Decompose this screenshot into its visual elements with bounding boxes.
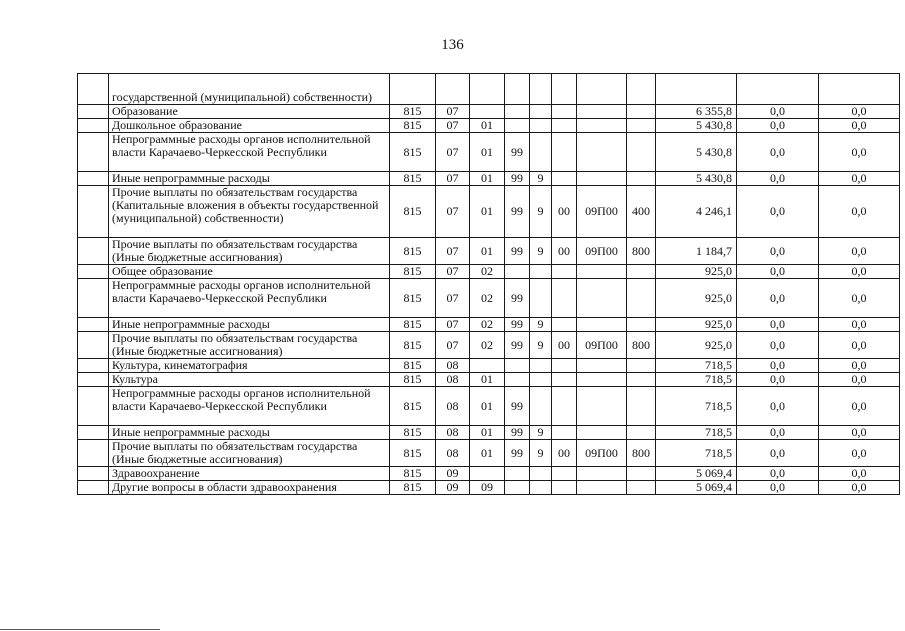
amount-year1-cell: 5 430,8	[656, 133, 737, 172]
main-activity-code-cell	[552, 172, 577, 186]
direction-code-cell: 09П00	[577, 440, 627, 467]
direction-code-cell	[577, 133, 627, 172]
ministry-code-cell: 815	[390, 172, 436, 186]
item-name-cell: Общее образование	[109, 265, 390, 279]
item-name-cell: Дошкольное образование	[109, 119, 390, 133]
table-row	[78, 172, 900, 186]
expense-type-code-cell: 800	[627, 238, 656, 265]
main-activity-code-cell	[552, 387, 577, 426]
amount-year3-cell: 0,0	[819, 265, 900, 279]
main-activity-code-cell	[552, 426, 577, 440]
main-activity-code-cell: 00	[552, 238, 577, 265]
direction-code-cell: 09П00	[577, 332, 627, 359]
table-row	[78, 359, 900, 373]
subsection-code-cell	[470, 74, 505, 105]
section-code-cell: 07	[436, 105, 470, 119]
section-code-cell: 07	[436, 265, 470, 279]
direction-code-cell	[577, 119, 627, 133]
amount-year1-cell: 925,0	[656, 332, 737, 359]
amount-year2-cell: 0,0	[737, 373, 819, 387]
item-name-cell: Иные непрограммные расходы	[109, 426, 390, 440]
expense-type-code-cell	[627, 265, 656, 279]
subsection-code-cell: 01	[470, 238, 505, 265]
program-code-cell	[505, 481, 530, 495]
program-code-cell: 99	[505, 387, 530, 426]
subsection-code-cell	[470, 467, 505, 481]
amount-year3-cell: 0,0	[819, 119, 900, 133]
table-row	[78, 481, 900, 495]
ministry-code-cell: 815	[390, 332, 436, 359]
amount-year2-cell	[737, 74, 819, 105]
amount-year1-cell: 718,5	[656, 387, 737, 426]
main-activity-code-cell	[552, 265, 577, 279]
amount-year3-cell: 0,0	[819, 481, 900, 495]
table-row	[78, 318, 900, 332]
main-activity-code-cell	[552, 467, 577, 481]
main-activity-code-cell	[552, 74, 577, 105]
main-activity-code-cell	[552, 481, 577, 495]
amount-year3-cell: 0,0	[819, 105, 900, 119]
item-name-cell: Образование	[109, 105, 390, 119]
subsection-code-cell: 01	[470, 119, 505, 133]
amount-year2-cell: 0,0	[737, 279, 819, 318]
amount-year1-cell: 5 069,4	[656, 467, 737, 481]
subsection-code-cell: 01	[470, 186, 505, 238]
amount-year1-cell: 718,5	[656, 440, 737, 467]
ministry-code-cell: 815	[390, 440, 436, 467]
budget-table	[77, 73, 900, 495]
budget-table-body	[78, 74, 900, 495]
row-number-cell	[78, 387, 109, 426]
item-name-cell: Прочие выплаты по обязательствам государства (Иные бюджетные ассигнования)	[109, 238, 390, 265]
row-number-cell	[78, 318, 109, 332]
item-name-cell: Иные непрограммные расходы	[109, 318, 390, 332]
amount-year2-cell: 0,0	[737, 119, 819, 133]
program-code-cell	[505, 105, 530, 119]
program-code-cell	[505, 373, 530, 387]
subprogram-code-cell: 9	[530, 238, 552, 265]
amount-year2-cell: 0,0	[737, 387, 819, 426]
item-name-cell: государственной (муниципальной) собственности)	[109, 74, 390, 105]
row-number-cell	[78, 119, 109, 133]
program-code-cell	[505, 359, 530, 373]
table-row	[78, 74, 900, 105]
main-activity-code-cell	[552, 119, 577, 133]
amount-year2-cell: 0,0	[737, 332, 819, 359]
expense-type-code-cell	[627, 172, 656, 186]
row-number-cell	[78, 332, 109, 359]
program-code-cell: 99	[505, 238, 530, 265]
subprogram-code-cell	[530, 119, 552, 133]
item-name-cell: Непрограммные расходы органов исполнительной власти Карачаево-Черкесской Республики	[109, 133, 390, 172]
expense-type-code-cell	[627, 481, 656, 495]
expense-type-code-cell	[627, 279, 656, 318]
subprogram-code-cell	[530, 74, 552, 105]
expense-type-code-cell	[627, 373, 656, 387]
amount-year1-cell: 718,5	[656, 359, 737, 373]
main-activity-code-cell	[552, 279, 577, 318]
section-code-cell: 07	[436, 172, 470, 186]
expense-type-code-cell: 800	[627, 332, 656, 359]
direction-code-cell	[577, 359, 627, 373]
table-row	[78, 373, 900, 387]
subsection-code-cell: 02	[470, 265, 505, 279]
program-code-cell: 99	[505, 440, 530, 467]
section-code-cell: 08	[436, 387, 470, 426]
item-name-cell: Иные непрограммные расходы	[109, 172, 390, 186]
direction-code-cell	[577, 74, 627, 105]
ministry-code-cell: 815	[390, 279, 436, 318]
section-code-cell: 08	[436, 359, 470, 373]
row-number-cell	[78, 186, 109, 238]
ministry-code-cell: 815	[390, 426, 436, 440]
direction-code-cell	[577, 467, 627, 481]
amount-year3-cell: 0,0	[819, 373, 900, 387]
subprogram-code-cell: 9	[530, 318, 552, 332]
subsection-code-cell: 02	[470, 279, 505, 318]
amount-year1-cell: 5 430,8	[656, 172, 737, 186]
row-number-cell	[78, 265, 109, 279]
amount-year3-cell: 0,0	[819, 186, 900, 238]
expense-type-code-cell	[627, 105, 656, 119]
ministry-code-cell: 815	[390, 359, 436, 373]
table-row	[78, 279, 900, 318]
program-code-cell: 99	[505, 318, 530, 332]
table-row	[78, 467, 900, 481]
amount-year2-cell: 0,0	[737, 359, 819, 373]
amount-year3-cell: 0,0	[819, 172, 900, 186]
subsection-code-cell: 01	[470, 440, 505, 467]
amount-year3-cell: 0,0	[819, 318, 900, 332]
row-number-cell	[78, 238, 109, 265]
direction-code-cell	[577, 105, 627, 119]
row-number-cell	[78, 105, 109, 119]
expense-type-code-cell	[627, 359, 656, 373]
table-row	[78, 440, 900, 467]
amount-year2-cell: 0,0	[737, 481, 819, 495]
program-code-cell: 99	[505, 279, 530, 318]
subsection-code-cell: 01	[470, 172, 505, 186]
amount-year2-cell: 0,0	[737, 105, 819, 119]
program-code-cell: 99	[505, 426, 530, 440]
amount-year2-cell: 0,0	[737, 186, 819, 238]
direction-code-cell	[577, 387, 627, 426]
ministry-code-cell: 815	[390, 373, 436, 387]
section-code-cell	[436, 74, 470, 105]
expense-type-code-cell: 800	[627, 440, 656, 467]
table-row	[78, 265, 900, 279]
item-name-cell: Другие вопросы в области здравоохранения	[109, 481, 390, 495]
row-number-cell	[78, 359, 109, 373]
amount-year2-cell: 0,0	[737, 238, 819, 265]
amount-year1-cell: 5 069,4	[656, 481, 737, 495]
amount-year3-cell: 0,0	[819, 279, 900, 318]
item-name-cell: Непрограммные расходы органов исполнительной власти Карачаево-Черкесской Республики	[109, 387, 390, 426]
amount-year1-cell: 4 246,1	[656, 186, 737, 238]
program-code-cell: 99	[505, 172, 530, 186]
amount-year3-cell: 0,0	[819, 387, 900, 426]
amount-year1-cell: 925,0	[656, 265, 737, 279]
direction-code-cell	[577, 426, 627, 440]
main-activity-code-cell	[552, 373, 577, 387]
section-code-cell: 09	[436, 467, 470, 481]
subsection-code-cell	[470, 359, 505, 373]
amount-year3-cell: 0,0	[819, 238, 900, 265]
table-row	[78, 186, 900, 238]
direction-code-cell: 09П00	[577, 186, 627, 238]
main-activity-code-cell	[552, 133, 577, 172]
section-code-cell: 07	[436, 279, 470, 318]
item-name-cell: Прочие выплаты по обязательствам государства (Иные бюджетные ассигнования)	[109, 332, 390, 359]
program-code-cell	[505, 467, 530, 481]
expense-type-code-cell	[627, 119, 656, 133]
table-row	[78, 332, 900, 359]
amount-year1-cell: 5 430,8	[656, 119, 737, 133]
amount-year3-cell: 0,0	[819, 133, 900, 172]
row-number-cell	[78, 467, 109, 481]
subprogram-code-cell	[530, 133, 552, 172]
section-code-cell: 07	[436, 186, 470, 238]
table-row	[78, 105, 900, 119]
row-number-cell	[78, 133, 109, 172]
amount-year2-cell: 0,0	[737, 426, 819, 440]
amount-year3-cell	[819, 74, 900, 105]
program-code-cell: 99	[505, 332, 530, 359]
ministry-code-cell: 815	[390, 387, 436, 426]
subprogram-code-cell	[530, 467, 552, 481]
ministry-code-cell: 815	[390, 186, 436, 238]
amount-year3-cell: 0,0	[819, 440, 900, 467]
expense-type-code-cell	[627, 133, 656, 172]
table-row	[78, 387, 900, 426]
expense-type-code-cell	[627, 426, 656, 440]
ministry-code-cell: 815	[390, 318, 436, 332]
expense-type-code-cell: 400	[627, 186, 656, 238]
direction-code-cell	[577, 279, 627, 318]
amount-year1-cell: 925,0	[656, 318, 737, 332]
section-code-cell: 07	[436, 238, 470, 265]
ministry-code-cell: 815	[390, 265, 436, 279]
amount-year1-cell: 718,5	[656, 426, 737, 440]
section-code-cell: 08	[436, 373, 470, 387]
row-number-cell	[78, 74, 109, 105]
subprogram-code-cell: 9	[530, 172, 552, 186]
item-name-cell: Культура, кинематография	[109, 359, 390, 373]
item-name-cell: Прочие выплаты по обязательствам государства (Иные бюджетные ассигнования)	[109, 440, 390, 467]
direction-code-cell	[577, 172, 627, 186]
subprogram-code-cell: 9	[530, 426, 552, 440]
ministry-code-cell	[390, 74, 436, 105]
table-row	[78, 133, 900, 172]
subsection-code-cell: 01	[470, 373, 505, 387]
ministry-code-cell: 815	[390, 133, 436, 172]
main-activity-code-cell: 00	[552, 186, 577, 238]
main-activity-code-cell: 00	[552, 332, 577, 359]
expense-type-code-cell	[627, 387, 656, 426]
amount-year2-cell: 0,0	[737, 265, 819, 279]
amount-year3-cell: 0,0	[819, 426, 900, 440]
page-number: 136	[441, 37, 464, 53]
ministry-code-cell: 815	[390, 481, 436, 495]
ministry-code-cell: 815	[390, 467, 436, 481]
amount-year1-cell: 1 184,7	[656, 238, 737, 265]
amount-year2-cell: 0,0	[737, 467, 819, 481]
main-activity-code-cell: 00	[552, 440, 577, 467]
direction-code-cell	[577, 265, 627, 279]
table-row	[78, 119, 900, 133]
section-code-cell: 09	[436, 481, 470, 495]
program-code-cell: 99	[505, 133, 530, 172]
subprogram-code-cell: 9	[530, 440, 552, 467]
subsection-code-cell: 01	[470, 387, 505, 426]
subsection-code-cell: 01	[470, 426, 505, 440]
item-name-cell: Культура	[109, 373, 390, 387]
main-activity-code-cell	[552, 318, 577, 332]
subprogram-code-cell	[530, 481, 552, 495]
subprogram-code-cell	[530, 279, 552, 318]
direction-code-cell	[577, 481, 627, 495]
amount-year2-cell: 0,0	[737, 440, 819, 467]
ministry-code-cell: 815	[390, 105, 436, 119]
section-code-cell: 07	[436, 332, 470, 359]
item-name-cell: Прочие выплаты по обязательствам государства (Капитальные вложения в объекты государственной (муниципальной) собственности)	[109, 186, 390, 238]
expense-type-code-cell	[627, 74, 656, 105]
row-number-cell	[78, 440, 109, 467]
amount-year2-cell: 0,0	[737, 172, 819, 186]
section-code-cell: 07	[436, 133, 470, 172]
section-code-cell: 07	[436, 318, 470, 332]
section-code-cell: 08	[436, 440, 470, 467]
program-code-cell	[505, 74, 530, 105]
footer-rule	[0, 629, 160, 630]
row-number-cell	[78, 426, 109, 440]
row-number-cell	[78, 481, 109, 495]
expense-type-code-cell	[627, 467, 656, 481]
program-code-cell	[505, 265, 530, 279]
table-row	[78, 238, 900, 265]
amount-year3-cell: 0,0	[819, 332, 900, 359]
row-number-cell	[78, 279, 109, 318]
program-code-cell	[505, 119, 530, 133]
subprogram-code-cell: 9	[530, 332, 552, 359]
subsection-code-cell: 02	[470, 318, 505, 332]
section-code-cell: 07	[436, 119, 470, 133]
expense-type-code-cell	[627, 318, 656, 332]
subprogram-code-cell: 9	[530, 186, 552, 238]
item-name-cell: Непрограммные расходы органов исполнительной власти Карачаево-Черкесской Республики	[109, 279, 390, 318]
direction-code-cell	[577, 318, 627, 332]
amount-year3-cell: 0,0	[819, 467, 900, 481]
direction-code-cell	[577, 373, 627, 387]
amount-year3-cell: 0,0	[819, 359, 900, 373]
item-name-cell: Здравоохранение	[109, 467, 390, 481]
section-code-cell: 08	[436, 426, 470, 440]
subsection-code-cell: 02	[470, 332, 505, 359]
subprogram-code-cell	[530, 265, 552, 279]
subprogram-code-cell	[530, 105, 552, 119]
amount-year1-cell: 925,0	[656, 279, 737, 318]
amount-year2-cell: 0,0	[737, 133, 819, 172]
program-code-cell: 99	[505, 186, 530, 238]
amount-year1-cell: 718,5	[656, 373, 737, 387]
main-activity-code-cell	[552, 105, 577, 119]
row-number-cell	[78, 373, 109, 387]
amount-year2-cell: 0,0	[737, 318, 819, 332]
main-activity-code-cell	[552, 359, 577, 373]
subprogram-code-cell	[530, 387, 552, 426]
subsection-code-cell	[470, 105, 505, 119]
amount-year1-cell: 6 355,8	[656, 105, 737, 119]
table-row	[78, 426, 900, 440]
direction-code-cell: 09П00	[577, 238, 627, 265]
row-number-cell	[78, 172, 109, 186]
subprogram-code-cell	[530, 359, 552, 373]
ministry-code-cell: 815	[390, 238, 436, 265]
subsection-code-cell: 09	[470, 481, 505, 495]
subprogram-code-cell	[530, 373, 552, 387]
subsection-code-cell: 01	[470, 133, 505, 172]
amount-year1-cell	[656, 74, 737, 105]
ministry-code-cell: 815	[390, 119, 436, 133]
